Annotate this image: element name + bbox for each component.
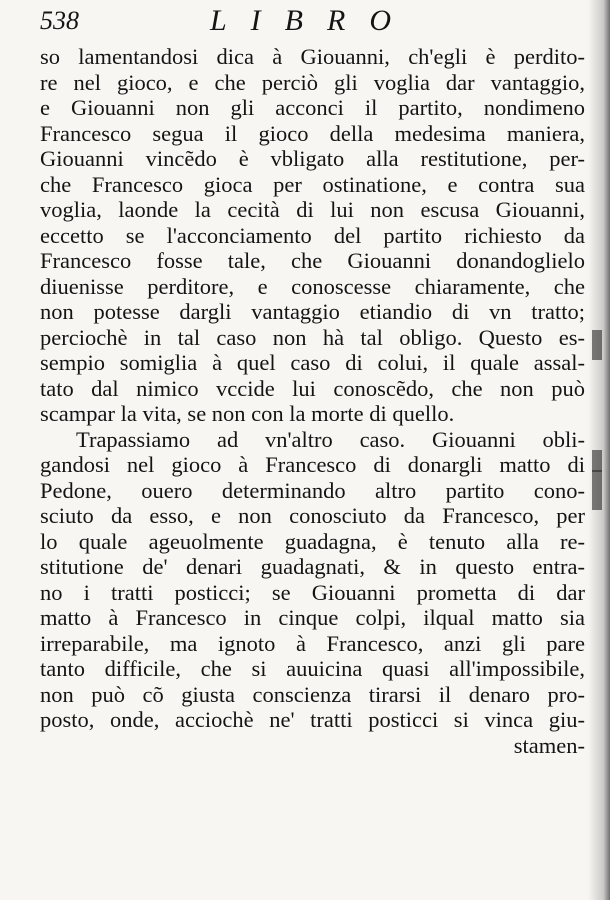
text-line: so lamentandosi dica à Giouanni, ch'egli è perdito- xyxy=(40,44,585,69)
text-line: re nel gioco, e che perciò gli voglia dar vantaggio, xyxy=(40,69,585,95)
bleed-mark xyxy=(592,450,602,472)
text-line: non potesse dargli vantaggio etiandio di vn tratto; xyxy=(40,299,585,324)
show-through-text xyxy=(70,838,490,865)
text-line: matto à Francesco in cinque colpi, ilqual matto sia xyxy=(40,605,585,630)
text-line: che Francesco gioca per ostinatione, e contra sua xyxy=(40,171,585,197)
text-line: Pedone, ouero determinando altro partito cono- xyxy=(40,477,585,503)
text-line: diuenisse perditore, e conoscesse chiaramente, che xyxy=(40,273,585,299)
text-line: tato dal nimico vccide lui conoscẽdo, che non può xyxy=(40,375,585,401)
page-number: 538 xyxy=(40,6,79,35)
text-line: posto, onde, acciochè ne' tratti posticci si vinca giu- xyxy=(40,707,585,732)
text-line-paragraph-start: Trapassiamo ad vn'altro caso. Giouanni obli- xyxy=(76,426,585,452)
text-line: gandosi nel gioco à Francesco di donargli matto di xyxy=(40,452,585,477)
text-line: perciochè in tal caso non hà tal obligo. Questo es- xyxy=(40,324,585,350)
text-line: Francesco segua il gioco della medesima maniera, xyxy=(40,120,585,146)
text-line: Giouanni vincẽdo è vbligato alla restitutione, per- xyxy=(40,146,585,171)
text-line: lo quale ageuolmente guadagna, è tenuto alla re- xyxy=(40,528,585,554)
bleed-mark xyxy=(592,470,602,510)
catchword: stamen- xyxy=(513,732,585,758)
text-line: sempio somiglia à quel caso di colui, il quale assal- xyxy=(40,350,585,375)
page-header xyxy=(40,6,580,40)
body-text xyxy=(40,44,585,758)
text-line: irreparabile, ma ignoto à Francesco, anzi gli pare xyxy=(40,630,585,656)
text-line: stitutione de' denari guadagnati, & in questo entra- xyxy=(40,554,585,579)
text-line-paragraph-end: scampar la vita, se non con la morte di quello. xyxy=(40,401,455,426)
show-through-glyphs xyxy=(70,838,83,864)
text-line: voglia, laonde la cecità di lui non escusa Giouanni, xyxy=(40,197,585,222)
text-line: tanto difficile, che si auuicina quasi all'impossibile, xyxy=(40,656,585,681)
text-line: sciuto da esso, e non conosciuto da Francesco, per xyxy=(40,503,585,528)
text-line: non può cõ giusta conscienza tirarsi il denaro pro- xyxy=(40,681,585,707)
running-head: LIBRO xyxy=(210,4,415,37)
bleed-mark xyxy=(592,330,602,360)
text-line: Francesco fosse tale, che Giouanni donandoglielo xyxy=(40,248,585,273)
text-line: e Giouanni non gli acconci il partito, nondimeno xyxy=(40,95,585,120)
text-line: eccetto se l'acconciamento del partito richiesto da xyxy=(40,222,585,248)
text-line: no i tratti posticci; se Giouanni prometta di dar xyxy=(40,579,585,605)
